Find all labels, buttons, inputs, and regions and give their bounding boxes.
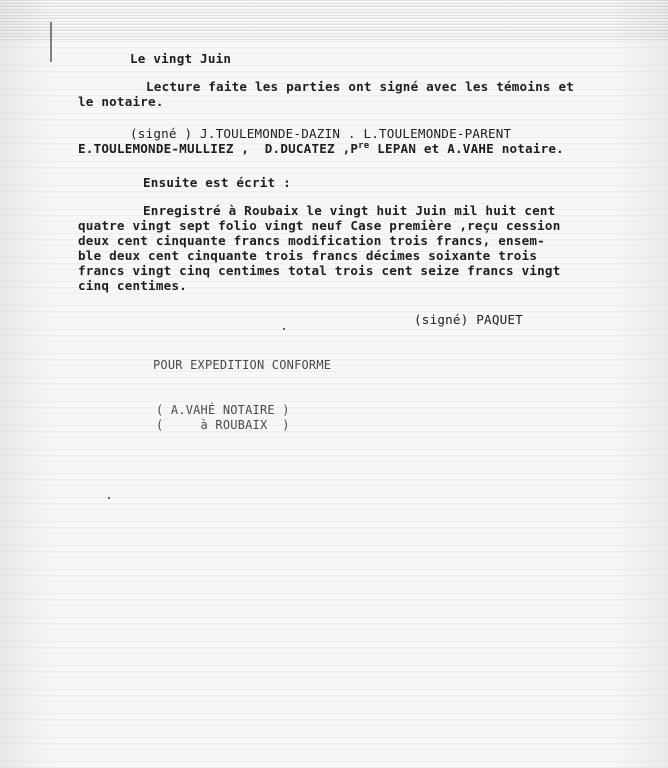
paquet-signature: (signé) PAQUET — [414, 312, 523, 327]
notary-line-1: ( A.VAHÉ NOTAIRE ) — [156, 403, 290, 417]
signatures-line-2 — [78, 142, 564, 156]
ensuite-line: Ensuite est écrit : — [143, 175, 291, 190]
ink-dot — [108, 497, 110, 499]
signatures-line-2-sup: re — [358, 140, 370, 151]
registration-line-5: francs vingt cinq centimes total trois cent seize francs vingt — [78, 263, 561, 278]
signatures-line-2-end: LEPAN et A.VAHE notaire. — [369, 141, 564, 156]
registration-line-6: cinq centimes. — [78, 278, 187, 293]
margin-mark — [50, 22, 52, 62]
registration-line-2: quatre vingt sept folio vingt neuf Case première ,reçu cession — [78, 218, 561, 233]
scan-noise — [0, 0, 668, 40]
date-heading: Le vingt Juin — [130, 51, 232, 66]
reading-line-2: le notaire. — [78, 94, 164, 109]
notary-line-2: ( à ROUBAIX ) — [156, 418, 290, 432]
expedition-line: POUR EXPEDITION CONFORME — [153, 358, 332, 372]
signatures-line-1: (signé ) J.TOULEMONDE-DAZIN . L.TOULEMONDE-PARENT — [130, 126, 512, 141]
registration-line-1: Enregistré à Roubaix le vingt huit Juin mil huit cent — [143, 203, 556, 218]
reading-line-1: Lecture faite les parties ont signé avec les témoins et — [146, 79, 575, 94]
registration-line-4: ble deux cent cinquante trois francs décimes soixante trois — [78, 248, 538, 263]
ink-dot — [283, 328, 285, 330]
signatures-line-2-text: E.TOULEMONDE-MULLIEZ , D.DUCATEZ ,P — [78, 141, 359, 156]
registration-line-3: deux cent cinquante francs modification trois francs, ensem- — [78, 233, 545, 248]
